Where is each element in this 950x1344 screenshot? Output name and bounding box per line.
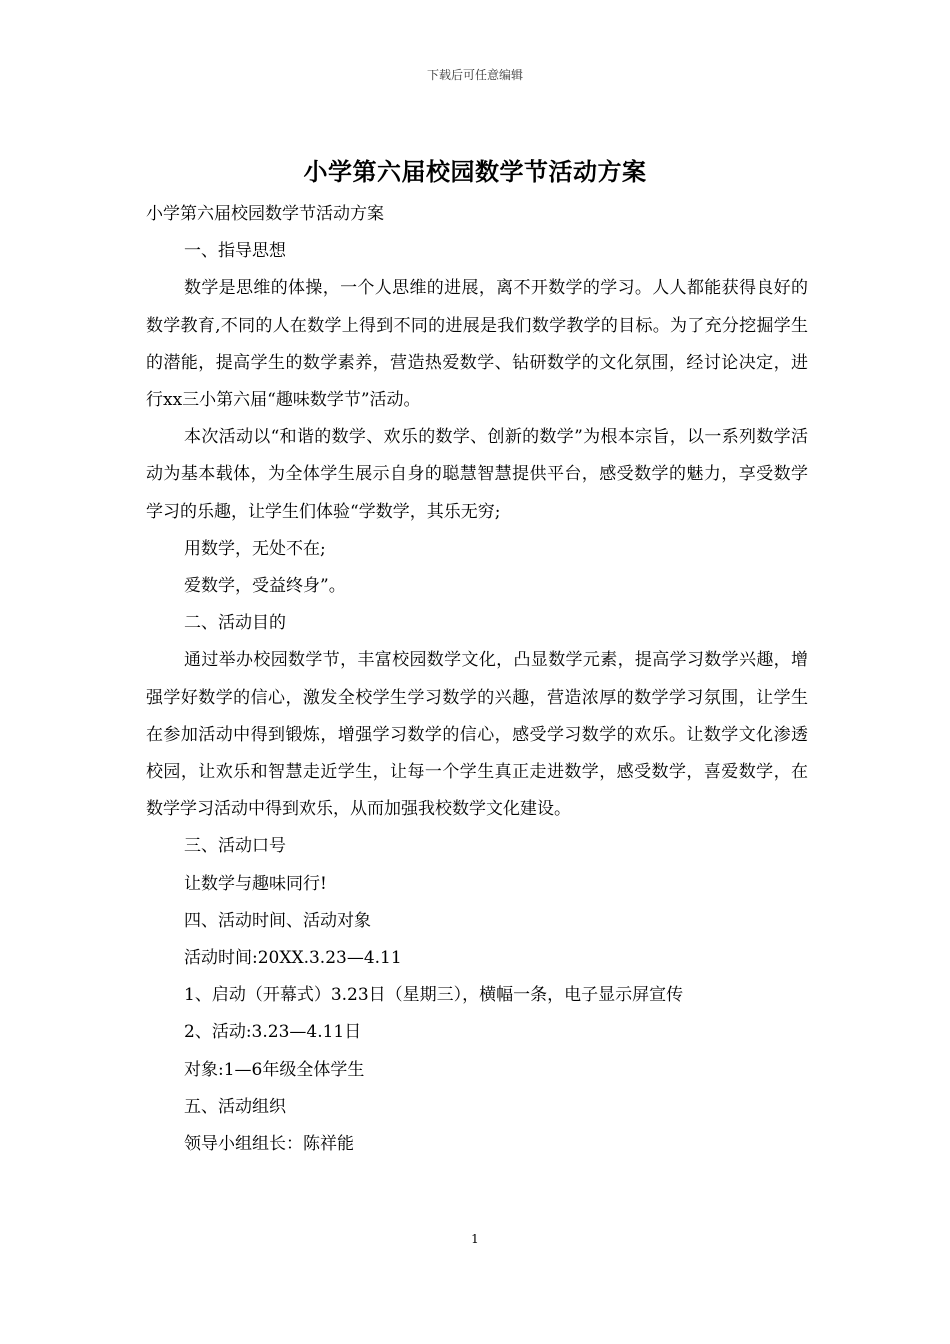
paragraph-leader: 领导小组组长：陈祥能: [184, 1134, 354, 1155]
paragraph-activity-slogan: 让数学与趣味同行!: [184, 873, 327, 894]
paragraph-activity-purpose-statement: 本次活动以“和谐的数学、欢乐的数学、创新的数学”为根本宗旨，以一系列数学活动为基本载体，为全体学生展示自身的聪慧智慧提供平台，感受数学的魅力，享受数学学习的乐趣，让学生们体验“学数学，其乐无穷;: [146, 427, 808, 522]
paragraph-slogan-line-2: 用数学，无处不在;: [184, 538, 326, 559]
paragraph-launch-ceremony: 1、启动（开幕式）3.23日（星期三），横幅一条，电子显示屏宣传: [184, 985, 684, 1006]
document-subtitle: 小学第六届校园数学节活动方案: [146, 204, 384, 224]
paragraph-slogan-line-3: 爱数学，受益终身”。: [184, 576, 346, 597]
section-heading-guiding-thought: 一、指导思想: [184, 241, 286, 262]
paragraph-guiding-thought: 数学是思维的体操，一个人思维的进展，离不开数学的学习。人人都能获得良好的数学教育,不同的人在数学上得到不同的进展是我们数学教学的目标。为了充分挖掘学生的潜能，提高学生的数学素养，营造热爱数学、钻研数学的文化氛围，经讨论决定，进行xx三小第六届“趣味数学节”活动。: [146, 278, 808, 411]
section-heading-activity-goal: 二、活动目的: [184, 613, 286, 634]
paragraph-activity-time: 活动时间:20XX.3.23—4.11: [184, 948, 402, 969]
document-body: [146, 196, 808, 1163]
section-heading-activity-slogan: 三、活动口号: [184, 836, 286, 857]
paragraph-activity-goal: 通过举办校园数学节，丰富校园数学文化，凸显数学元素，提高学习数学兴趣，增强学好数学的信心，激发全校学生学习数学的兴趣，营造浓厚的数学学习氛围，让学生在参加活动中得到锻炼，增强学习数学的信心，感受学习数学的欢乐。让数学文化渗透校园，让欢乐和智慧走近学生，让每一个学生真正走进数学，感受数学，喜爱数学，在数学学习活动中得到欢乐，从而加强我校数学文化建设。: [146, 650, 808, 820]
document-title: 小学第六届校园数学节活动方案: [303, 157, 647, 186]
paragraph-activity-dates: 2、活动:3.23—4.11日: [184, 1022, 362, 1043]
page-header-note: 下载后可任意编辑: [426, 68, 523, 82]
page-number: 1: [471, 1232, 479, 1246]
paragraph-audience: 对象:1—6年级全体学生: [184, 1059, 365, 1080]
section-heading-time-and-audience: 四、活动时间、活动对象: [184, 910, 371, 931]
section-heading-organization: 五、活动组织: [184, 1096, 286, 1117]
